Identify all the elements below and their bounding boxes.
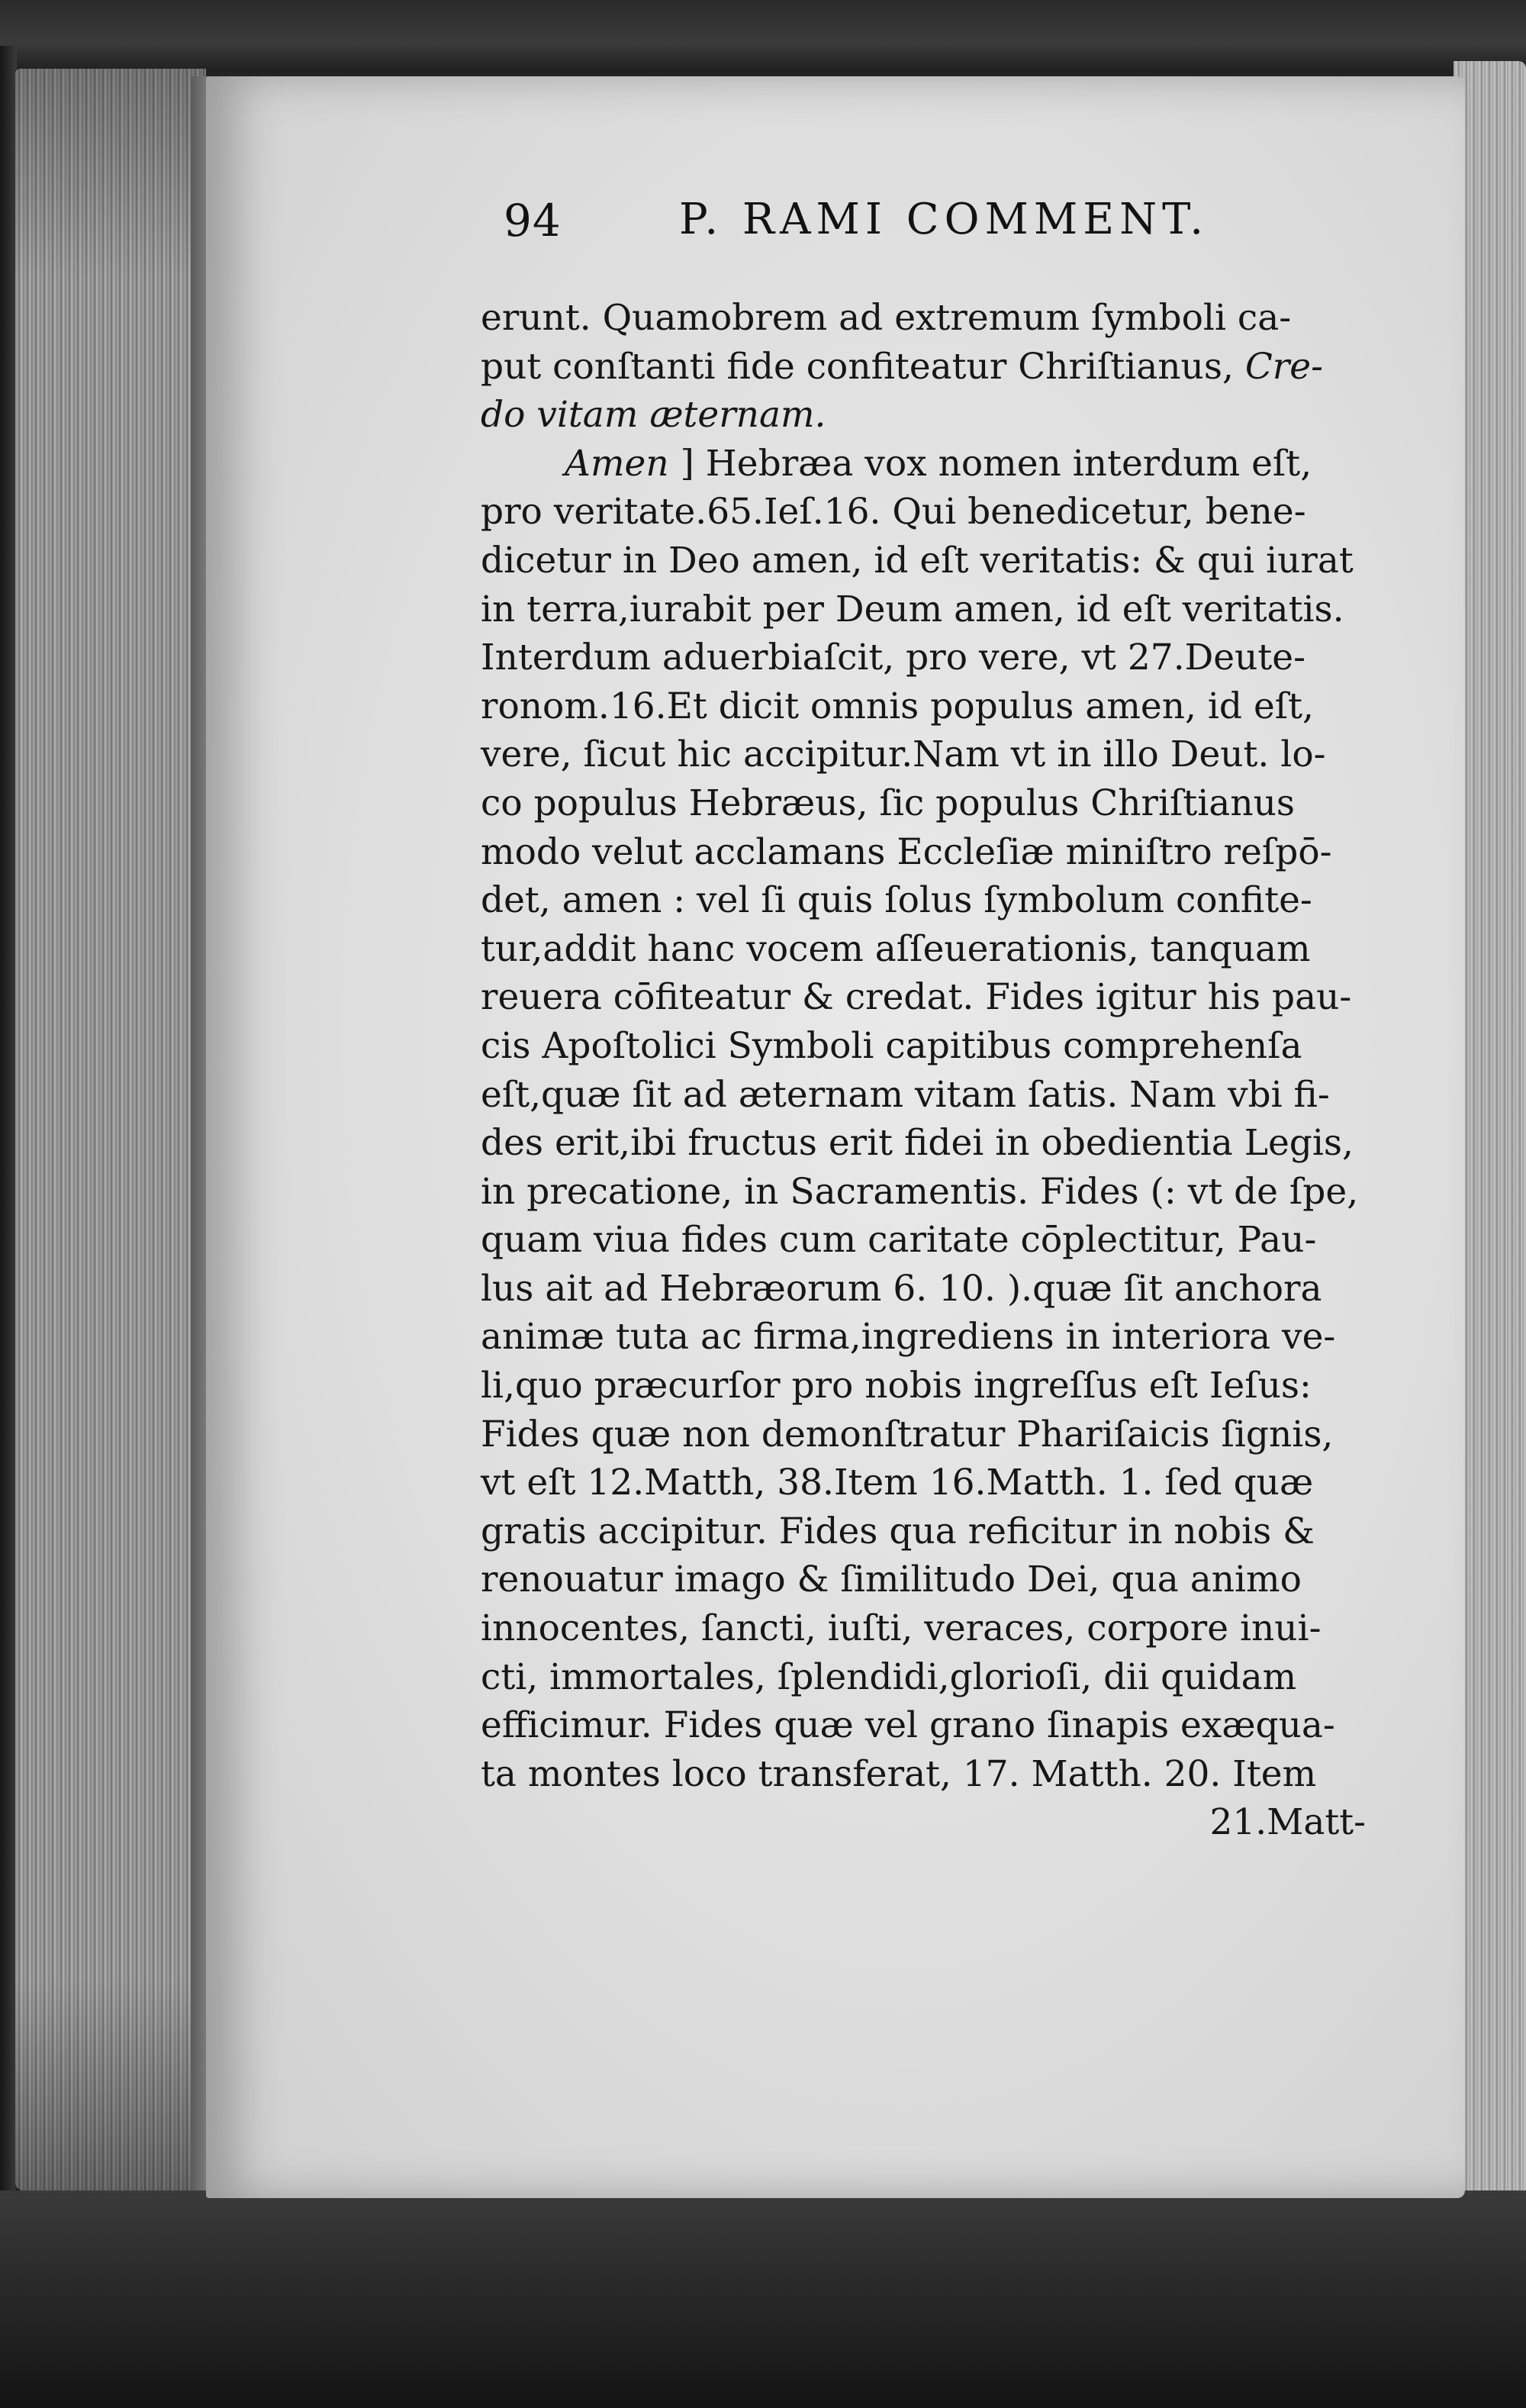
text-line: dicetur in Deo amen, id eſt veritatis: & qui iurat [481,539,1354,582]
page-edge-stack [15,69,206,2190]
text-line: des erit,ibi fructus erit fidei in obedientia Legis, [481,1122,1354,1165]
text-line: do vitam æternam. [481,394,826,437]
text-line: ta montes loco transferat, 17. Matth. 20. Item [481,1752,1317,1795]
text-line: efficimur. Fides quæ vel grano ſinapis exæqua- [481,1704,1335,1747]
text-line: lus ait ad Hebræorum 6. 10. ).quæ ſit anchora [481,1267,1322,1310]
text-line: co populus Hebræus, ſic populus Chriſtianus [481,782,1295,824]
text-line: tur,addit hanc vocem aſſeuerationis, tanquam [481,927,1311,970]
binding-cover [0,46,17,2408]
text-line: erunt. Quamobrem ad extremum ſymboli ca- [481,297,1292,339]
page-text [481,195,1419,1847]
text-line: quam viua fides cum caritate cōplectitur, Pau- [481,1219,1317,1262]
top-shadow-strip [0,0,1526,73]
body-text [481,294,1419,1847]
catchword: 21.Matt- [1209,1801,1366,1844]
text-line: in precatione, in Sacramentis. Fides (: vt de ſpe, [481,1170,1359,1213]
text-line: ronom.16.Et dicit omnis populus amen, id eſt, [481,685,1314,727]
text-line: pro veritate.65.Ieſ.16. Qui benedicetur, bene- [481,491,1306,533]
text-line: put conſtanti fide confiteatur Chriſtianus, Cre- [481,345,1323,388]
text-line: animæ tuta ac firma,ingrediens in interiora ve- [481,1316,1336,1359]
text-line: cti, immortales, ſplendidi,glorioſi, dii quidam [481,1655,1297,1698]
text-line: vt eſt 12.Matth, 38.Item 16.Matth. 1. ſed quæ [481,1462,1314,1504]
text-line: innocentes, ſancti, iuſti, veraces, corpore inui- [481,1607,1322,1650]
paragraph-start-line: Amen ] Hebræa vox nomen interdum eſt, [565,442,1312,485]
page-header [481,195,1419,271]
text-line: gratis accipitur. Fides qua reficitur in nobis & [481,1510,1315,1552]
running-head: P. RAMI COMMENT. [679,195,1209,244]
text-line: Interdum aduerbiaſcit, pro vere, vt 27.Deute- [481,637,1305,679]
text-line: in terra,iurabit per Deum amen, id eſt veritatis. [481,588,1344,630]
text-line: vere, ſicut hic accipitur.Nam vt in illo Deut. lo- [481,733,1326,776]
text-line: det, amen : vel ſi quis ſolus ſymbolum confite- [481,879,1312,922]
text-line: cis Apoſtolici Symboli capitibus comprehenſa [481,1024,1302,1067]
text-line: li,quo præcurſor pro nobis ingreſſus eſt Ieſus: [481,1365,1312,1407]
text-line: eſt,quæ ſit ad æternam vitam ſatis. Nam vbi fi- [481,1073,1330,1116]
text-line: reuera cōfiteatur & credat. Fides igitur his pau- [481,976,1352,1019]
bottom-shadow [0,2190,1526,2408]
page-number: 94 [504,195,562,247]
text-line: Fides quæ non demonſtratur Phariſaicis ſignis, [481,1413,1334,1455]
text-line: modo velut acclamans Eccleſiæ miniſtro reſpō- [481,830,1332,873]
text-line: renouatur imago & ſimilitudo Dei, qua animo [481,1559,1302,1601]
